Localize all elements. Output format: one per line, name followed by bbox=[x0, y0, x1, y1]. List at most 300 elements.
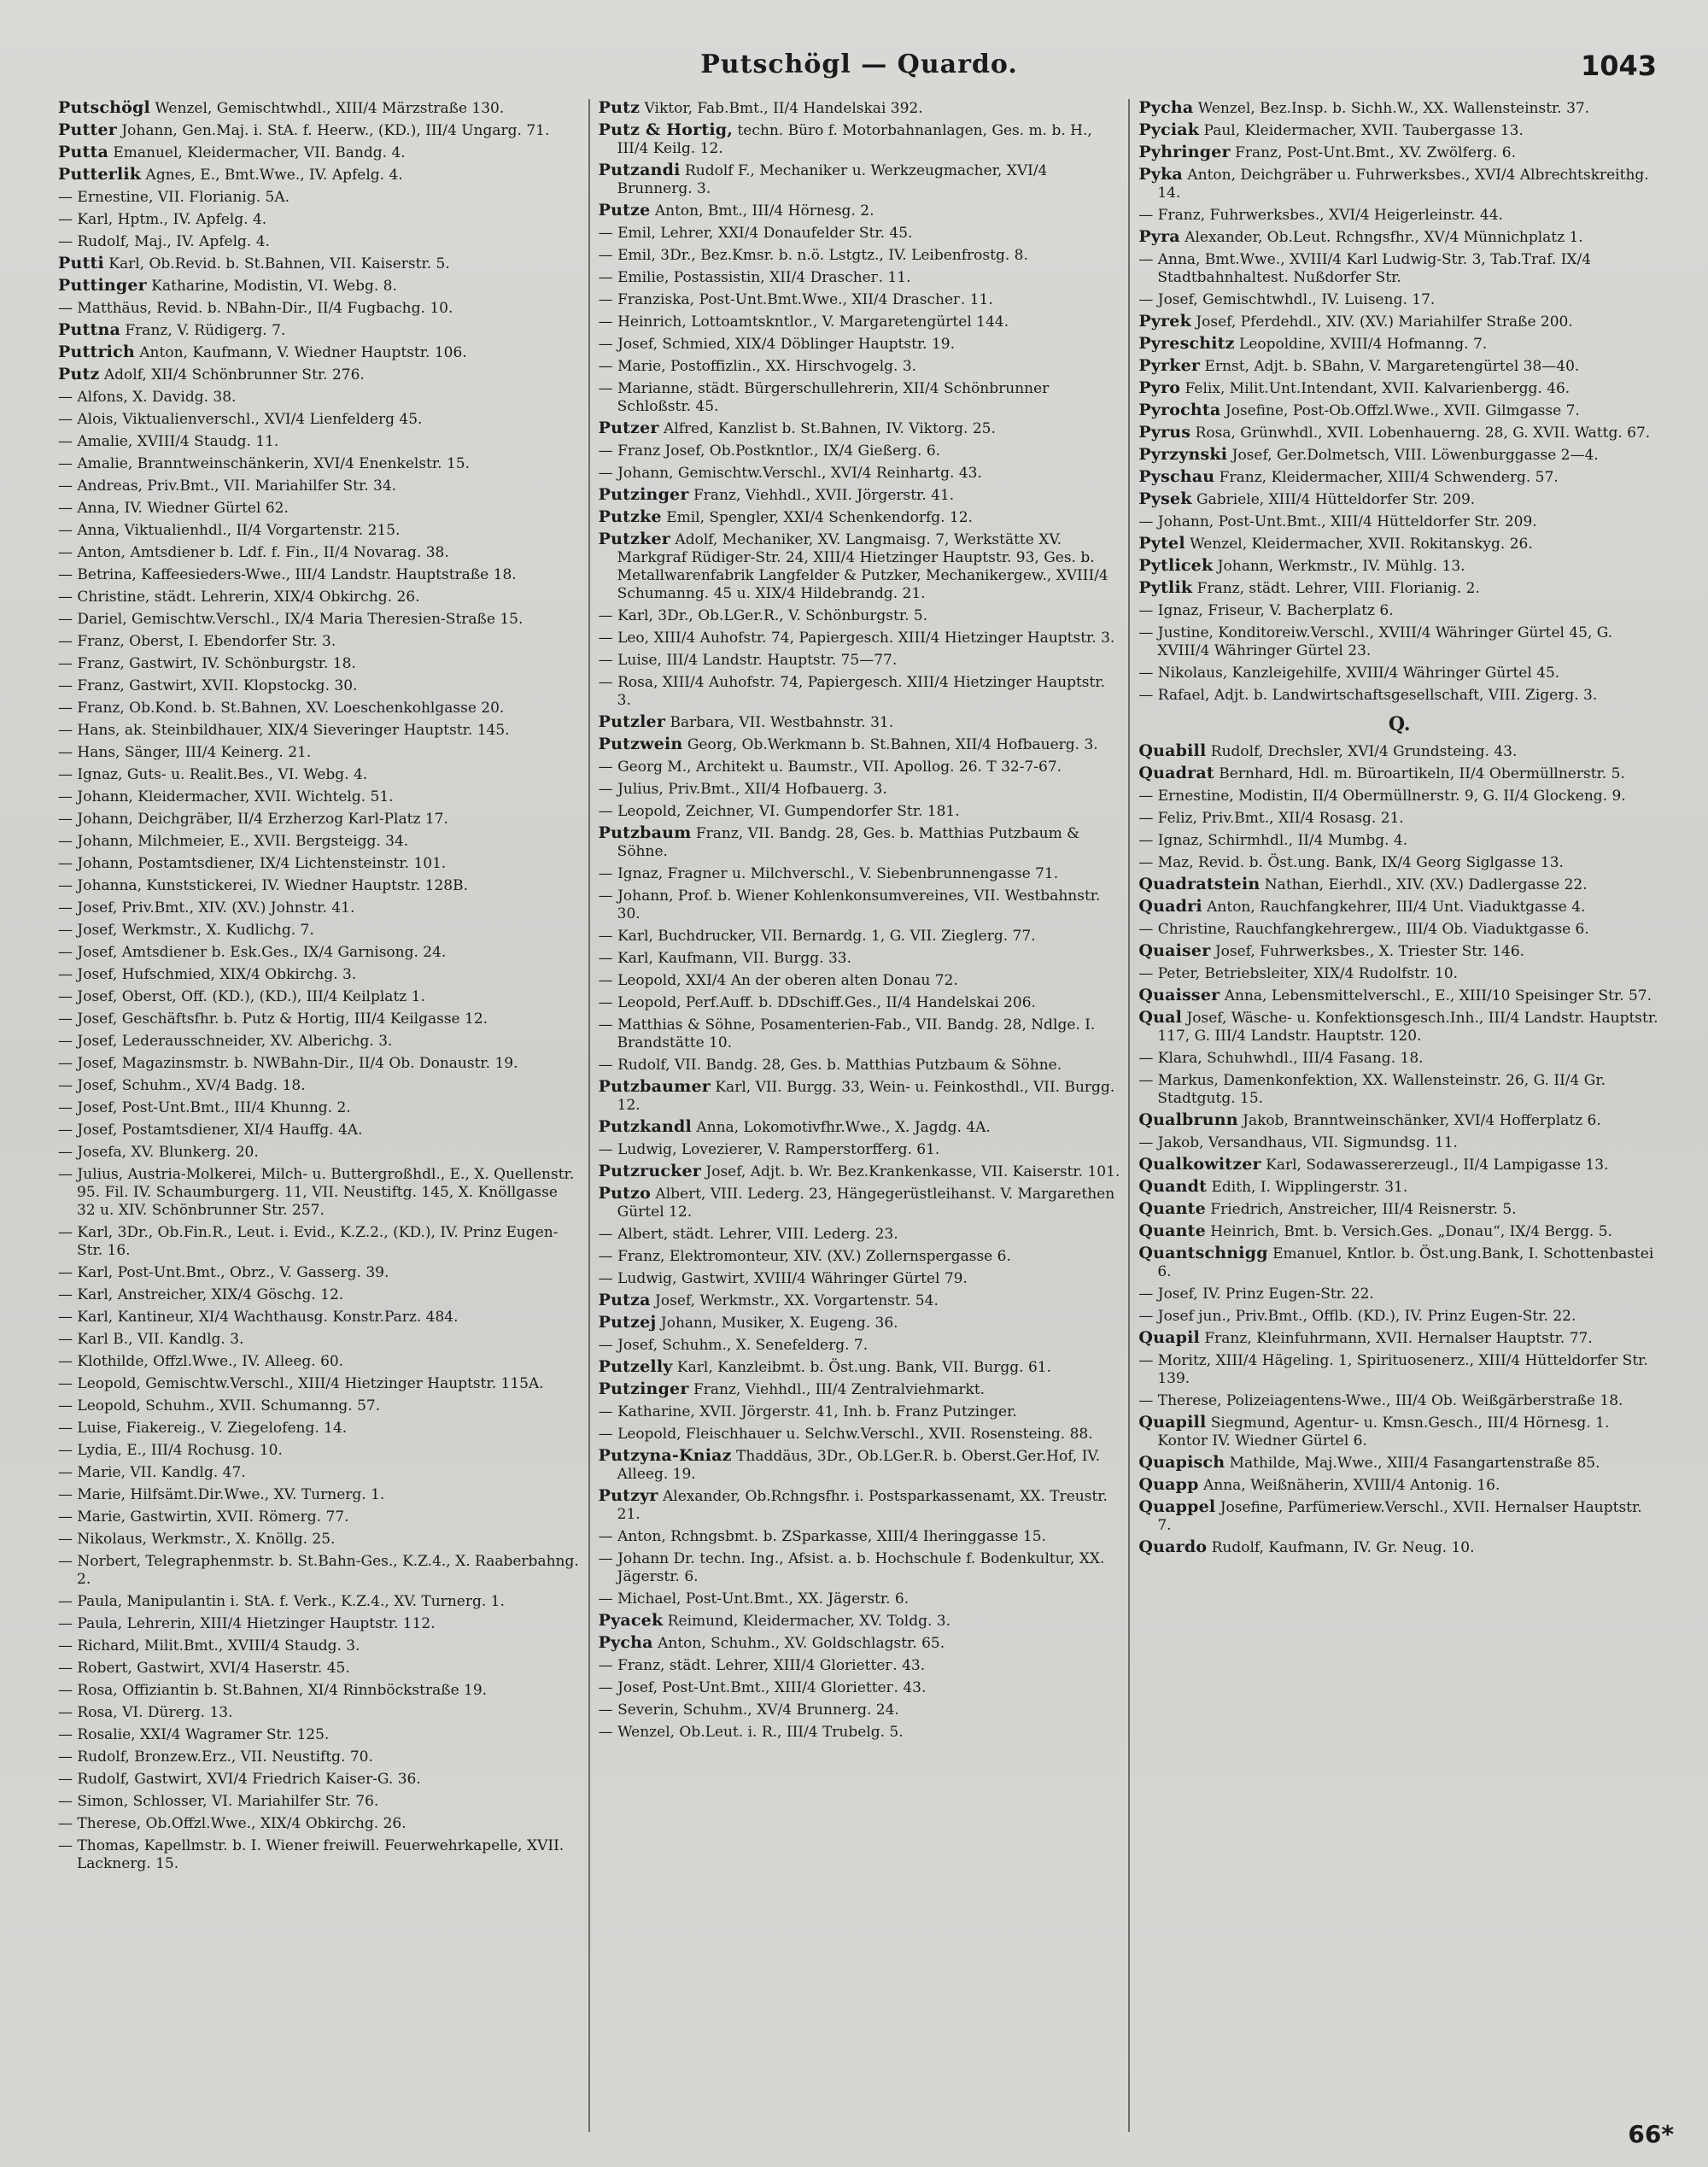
entry-details: Alfred, Kanzlist b. St.Bahnen, IV. Viktorg. 25. bbox=[658, 420, 996, 437]
entry-details: — Karl, Post-Unt.Bmt., Obrz., V. Gasserg. 39. bbox=[58, 1264, 389, 1281]
directory-entry bbox=[1138, 686, 1660, 705]
directory-entry bbox=[1138, 357, 1660, 376]
entry-details: Franz, Viehhdl., XVII. Jörgerstr. 41. bbox=[688, 487, 955, 504]
directory-entry bbox=[1138, 1156, 1660, 1174]
directory-entry bbox=[1138, 787, 1660, 805]
entry-details: — Peter, Betriebsleiter, XIX/4 Rudolfstr. 10. bbox=[1138, 965, 1459, 982]
entry-details: — Luise, III/4 Landstr. Hauptstr. 75—77. bbox=[598, 652, 898, 669]
directory-entry bbox=[58, 1681, 580, 1700]
entry-details: — Josef, Schuhm., XV/4 Badg. 18. bbox=[58, 1077, 306, 1094]
directory-entry bbox=[1138, 742, 1660, 761]
entry-surname: Pysek bbox=[1138, 489, 1192, 508]
entry-details: — Ludwig, Lovezierer, V. Ramperstorfferg. 61. bbox=[598, 1141, 940, 1158]
entry-details: — Josef, Oberst, Off. (KD.), (KD.), III/4 Keilplatz 1. bbox=[58, 988, 425, 1005]
directory-entry bbox=[599, 1336, 1120, 1355]
directory-entry bbox=[58, 1419, 580, 1438]
entry-details: — Christine, Rauchfangkehrergew., III/4 Ob. Viaduktgasse 6. bbox=[1138, 921, 1589, 938]
entry-details: Josef, Wäsche- u. Konfektionsgesch.Inh., III/4 Landstr. Hauptstr. 117, G. III/4 Landstr. Hauptstr. 120. bbox=[1157, 1010, 1658, 1045]
entry-details: Johann, Gen.Maj. i. StA. f. Heerw., (KD.), III/4 Ungarg. 71. bbox=[116, 122, 550, 139]
directory-entry bbox=[58, 343, 580, 362]
entry-surname: Putzej bbox=[598, 1313, 657, 1332]
directory-entry bbox=[1138, 512, 1660, 531]
entry-surname: Putzyr bbox=[598, 1486, 658, 1505]
directory-entry bbox=[599, 1656, 1120, 1675]
entry-details: — Ignaz, Friseur, V. Bacherplatz 6. bbox=[1138, 602, 1394, 619]
entry-details: — Johann, Postamtsdiener, IX/4 Lichtensteinstr. 101. bbox=[58, 855, 447, 872]
entry-details: — Paula, Lehrerin, XIII/4 Hietzinger Hauptstr. 112. bbox=[58, 1615, 436, 1632]
entry-surname: Pyro bbox=[1138, 378, 1181, 397]
entry-surname: Pyrochta bbox=[1138, 401, 1221, 419]
entry-details: — Leopold, Fleischhauer u. Selchw.Verschl., XVII. Rosensteing. 88. bbox=[598, 1426, 1093, 1443]
entry-details: Wenzel, Gemischtwhdl., XIII/4 Märzstraße 130. bbox=[149, 100, 505, 117]
entry-details: — Anton, Rchngsbmt. b. ZSparkasse, XIII/4 Iheringgasse 15. bbox=[598, 1528, 1046, 1545]
entry-details: Bernhard, Hdl. m. Büroartikeln, II/4 Obermüllnerstr. 5. bbox=[1214, 765, 1625, 782]
directory-entry bbox=[599, 1078, 1120, 1115]
directory-entry bbox=[58, 388, 580, 407]
directory-entry bbox=[1138, 446, 1660, 465]
entry-surname: Quadrat bbox=[1138, 764, 1214, 782]
directory-entry bbox=[58, 1592, 580, 1611]
entry-surname: Quardo bbox=[1138, 1537, 1208, 1556]
directory-entry bbox=[58, 965, 580, 984]
entry-surname: Putzer bbox=[598, 419, 659, 437]
entry-details: — Josef, Post-Unt.Bmt., XIII/4 Gloriettег. 43. bbox=[598, 1679, 927, 1696]
directory-entry bbox=[599, 780, 1120, 799]
directory-entry bbox=[1138, 1391, 1660, 1410]
entry-details: Nathan, Eierhdl., XIV. (XV.) Dadlergasse 22. bbox=[1260, 876, 1588, 893]
entry-surname: Pyrzynski bbox=[1138, 445, 1228, 464]
directory-entry bbox=[58, 255, 580, 273]
directory-entry bbox=[58, 143, 580, 162]
directory-entry bbox=[599, 530, 1120, 603]
entry-details: — Georg M., Architekt u. Baumstr., VII. Apollog. 26. T 32-7-67. bbox=[598, 758, 1062, 776]
directory-entry bbox=[58, 277, 580, 296]
directory-entry bbox=[58, 921, 580, 940]
directory-entry bbox=[58, 765, 580, 784]
directory-entry bbox=[58, 676, 580, 695]
entry-surname: Pytlik bbox=[1138, 578, 1193, 597]
directory-entry bbox=[599, 379, 1120, 416]
entry-details: — Franz, Elektromonteur, XIV. (XV.) Zollernspergasse 6. bbox=[598, 1248, 1011, 1265]
entry-details: Karl, Sodawassererzeugl., II/4 Lampigasse 13. bbox=[1261, 1157, 1609, 1174]
directory-entry bbox=[599, 673, 1120, 710]
entry-details: — Franz, Ob.Kond. b. St.Bahnen, XV. Loeschenkohlgasse 20. bbox=[58, 700, 505, 717]
entry-details: — Betrina, Kaffeesieders-Wwe., III/4 Landstr. Hauptstraße 18. bbox=[58, 566, 517, 583]
running-head: Putschögl — Quardo. bbox=[700, 50, 1018, 79]
directory-entry bbox=[58, 565, 580, 584]
directory-entry bbox=[1138, 557, 1660, 576]
entry-details: Viktor, Fab.Bmt., II/4 Handelskai 392. bbox=[640, 100, 923, 117]
entry-surname: Quapisch bbox=[1138, 1453, 1225, 1472]
entry-details: — Karl B., VII. Kandlg. 3. bbox=[58, 1331, 244, 1348]
directory-entry bbox=[599, 161, 1120, 198]
directory-entry bbox=[58, 1165, 580, 1220]
directory-entry bbox=[599, 1723, 1120, 1742]
entry-details: Anton, Kaufmann, V. Wiedner Hauptstr. 106. bbox=[134, 344, 467, 361]
directory-entry bbox=[599, 1634, 1120, 1653]
entry-details: — Paula, Manipulantin i. StA. f. Verk., K.Z.4., XV. Turnerg. 1. bbox=[58, 1593, 505, 1610]
directory-entry bbox=[1138, 624, 1660, 660]
entry-surname: Putzinger bbox=[598, 485, 689, 504]
entry-surname: Quante bbox=[1138, 1221, 1206, 1240]
directory-entry bbox=[58, 699, 580, 717]
directory-entry bbox=[599, 1678, 1120, 1697]
entry-details: — Emilie, Postassistin, XII/4 Draschег. 11. bbox=[598, 269, 911, 286]
directory-entry bbox=[599, 1487, 1120, 1524]
entry-details: — Simon, Schlosser, VI. Mariahilfer Str. 76. bbox=[58, 1793, 379, 1810]
entry-details: — Marie, Postoffizlin., XX. Hirschvogelg. 3. bbox=[598, 358, 917, 375]
entry-details: Karl, VII. Burgg. 33, Wein- u. Feinkosthdl., VII. Burgg. 12. bbox=[617, 1079, 1115, 1114]
entry-surname: Qual bbox=[1138, 1008, 1183, 1027]
directory-entry bbox=[599, 735, 1120, 754]
entry-details: — Josef, Magazinsmstr. b. NWBahn-Dir., II/4 Ob. Donaustr. 19. bbox=[58, 1055, 518, 1072]
entry-details: — Johann, Milchmeier, E., XVII. Bergsteigg. 34. bbox=[58, 833, 409, 850]
entry-details: — Amalie, XVIII/4 Staudg. 11. bbox=[58, 433, 279, 450]
entry-details: — Josef, Werkmstr., X. Kudlichg. 7. bbox=[58, 922, 314, 939]
entry-surname: Quappel bbox=[1138, 1497, 1216, 1516]
entry-details: — Rafael, Adjt. b. Landwirtschaftsgesellschaft, VIII. Zigerg. 3. bbox=[1138, 687, 1598, 704]
directory-entry bbox=[58, 1508, 580, 1526]
entry-details: Anna, Weißnäherin, XVIII/4 Antonig. 16. bbox=[1198, 1477, 1500, 1494]
directory-entry bbox=[58, 232, 580, 251]
directory-entry bbox=[58, 1330, 580, 1349]
directory-entry bbox=[599, 419, 1120, 438]
entry-details: techn. Büro f. Motorbahnanlagen, Ges. m. b. H., III/4 Keilg. 12. bbox=[617, 122, 1092, 157]
entry-details: — Franz, Fuhrwerksbes., XVI/4 Heigerleinstr. 44. bbox=[1138, 207, 1503, 224]
entry-details: — Josef, Priv.Bmt., XIV. (XV.) Johnstr. 41. bbox=[58, 899, 355, 917]
section-letter: Q. bbox=[1388, 713, 1411, 735]
entry-details: — Marie, Gastwirtin, XVII. Römerg. 77. bbox=[58, 1508, 349, 1526]
entry-details: — Emil, 3Dr., Bez.Kmsr. b. n.ö. Lstgtz., IV. Leibenfrostg. 8. bbox=[598, 247, 1028, 264]
entry-details: Johann, Werkmstr., IV. Mühlg. 13. bbox=[1213, 558, 1465, 575]
entry-details: — Ludwig, Gastwirt, XVIII/4 Währinger Gürtel 79. bbox=[598, 1270, 968, 1287]
directory-entry bbox=[599, 1612, 1120, 1631]
directory-entry bbox=[58, 721, 580, 740]
entry-details: Paul, Kleidermacher, XVII. Taubergasse 13. bbox=[1199, 122, 1524, 139]
directory-entry bbox=[599, 824, 1120, 861]
entry-surname: Pycha bbox=[1138, 99, 1194, 117]
directory-entry bbox=[58, 788, 580, 806]
entry-details: — Johann, Kleidermacher, XVII. Wichtelg. 51. bbox=[58, 788, 394, 805]
entry-surname: Pyciak bbox=[1138, 120, 1200, 139]
directory-entry bbox=[1138, 424, 1660, 442]
directory-entry bbox=[58, 654, 580, 673]
entry-details: — Anton, Amtsdiener b. Ldf. f. Fin., II/4 Novarag. 38. bbox=[58, 544, 449, 561]
entry-surname: Putz bbox=[58, 365, 100, 384]
entry-surname: Putzkandl bbox=[598, 1117, 692, 1136]
directory-entry bbox=[599, 1247, 1120, 1266]
entry-details: Georg, Ob.Werkmann b. St.Bahnen, XII/4 Hofbauerg. 3. bbox=[682, 736, 1098, 753]
directory-entry bbox=[1138, 1111, 1660, 1130]
entry-details: Reimund, Kleidermacher, XV. Toldg. 3. bbox=[663, 1613, 951, 1630]
entry-details: — Thomas, Kapellmstr. b. I. Wiener freiwill. Feuerwehrkapelle, XVII. Lacknerg. 15. bbox=[58, 1837, 564, 1872]
entry-details: — Josef, Hufschmied, XIX/4 Obkirchg. 3. bbox=[58, 966, 357, 983]
entry-details: — Julius, Priv.Bmt., XII/4 Hofbauerg. 3. bbox=[598, 781, 887, 798]
directory-entry bbox=[1138, 335, 1660, 354]
entry-surname: Putzelly bbox=[598, 1357, 673, 1376]
entry-details: Franz, Post-Unt.Bmt., XV. Zwölferg. 6. bbox=[1230, 144, 1516, 161]
entry-details: Jakob, Branntweinschänker, XVI/4 Hofferplatz 6. bbox=[1237, 1112, 1601, 1129]
directory-entry bbox=[1138, 290, 1660, 309]
directory-entry bbox=[58, 166, 580, 184]
entry-surname: Pyrus bbox=[1138, 423, 1191, 442]
entry-details: Barbara, VII. Westbahnstr. 31. bbox=[665, 714, 894, 731]
entry-details: Josef, Werkmstr., XX. Vorgartenstr. 54. bbox=[650, 1292, 939, 1309]
entry-details: — Dariel, Gemischtw.Verschl., IX/4 Maria Theresien-Straße 15. bbox=[58, 611, 524, 628]
directory-entry bbox=[58, 1836, 580, 1873]
directory-entry bbox=[58, 1223, 580, 1260]
entry-details: — Maz, Revid. b. Öst.ung. Bank, IX/4 Georg Siglgasse 13. bbox=[1138, 854, 1564, 871]
directory-entry bbox=[58, 943, 580, 962]
directory-entry bbox=[1138, 1200, 1660, 1219]
entry-surname: Putzyna-Kniaz bbox=[598, 1446, 732, 1465]
directory-entry bbox=[58, 188, 580, 207]
entry-details: Gabriele, XIII/4 Hütteldorfer Str. 209. bbox=[1191, 491, 1476, 508]
entry-details: — Robert, Gastwirt, XVI/4 Haserstr. 45. bbox=[58, 1660, 350, 1677]
directory-entry bbox=[1138, 1222, 1660, 1241]
directory-entry bbox=[58, 1703, 580, 1722]
entry-details: — Matthäus, Revid. b. NBahn-Dir., II/4 Fugbachg. 10. bbox=[58, 300, 453, 317]
entry-details: Adolf, XII/4 Schönbrunner Str. 276. bbox=[99, 366, 365, 384]
entry-details: Leopoldine, XVIII/4 Hofmanng. 7. bbox=[1234, 336, 1488, 353]
entry-surname: Putzo bbox=[598, 1184, 652, 1203]
entry-details: — Franziska, Post-Unt.Bmt.Wwe., XII/4 Draschег. 11. bbox=[598, 291, 993, 308]
entry-details: — Moritz, XIII/4 Hägeling. 1, Spirituosenerz., XIII/4 Hütteldorfer Str. 139. bbox=[1138, 1352, 1648, 1387]
entry-surname: Pyschau bbox=[1138, 467, 1215, 486]
directory-entry bbox=[58, 899, 580, 917]
entry-details: — Josef, Schuhm., X. Senefelderg. 7. bbox=[598, 1337, 869, 1354]
directory-entry bbox=[599, 949, 1120, 968]
entry-details: — Franz, Gastwirt, XVII. Klopstockg. 30. bbox=[58, 677, 358, 694]
directory-entry bbox=[1138, 664, 1660, 682]
directory-entry bbox=[1138, 1133, 1660, 1152]
entry-details: — Karl, 3Dr., Ob.Fin.R., Leut. i. Evid., K.Z.2., (KD.), IV. Prinz Eugen-Str. 16. bbox=[58, 1224, 559, 1259]
entry-details: — Rosalie, XXI/4 Wagramer Str. 125. bbox=[58, 1726, 330, 1743]
directory-entry bbox=[1138, 1414, 1660, 1450]
entry-details: Franz, Kleidermacher, XIII/4 Schwenderg. 57. bbox=[1214, 469, 1559, 486]
directory-entry bbox=[599, 1403, 1120, 1421]
entry-details: — Michael, Post-Unt.Bmt., XX. Jägerstr. 6. bbox=[598, 1590, 910, 1608]
directory-entry bbox=[1138, 1476, 1660, 1495]
entry-details: — Johann, Gemischtw.Verschl., XVI/4 Reinhartg. 43. bbox=[598, 465, 982, 482]
entry-details: — Josef, Gemischtwhdl., IV. Luiseng. 17. bbox=[1138, 291, 1436, 308]
entry-surname: Quantschnigg bbox=[1138, 1244, 1268, 1262]
entry-surname: Quadratstein bbox=[1138, 875, 1261, 893]
directory-entry bbox=[599, 864, 1120, 883]
columns bbox=[50, 99, 1669, 2132]
directory-entry bbox=[599, 1380, 1120, 1399]
directory-entry bbox=[58, 1098, 580, 1117]
directory-entry bbox=[599, 202, 1120, 220]
entry-details: — Karl, Kaufmann, VII. Burgg. 33. bbox=[598, 950, 852, 967]
entry-details: — Wenzel, Ob.Leut. i. R., III/4 Trubelg. 5. bbox=[598, 1724, 904, 1741]
entry-details: — Josef, Lederausschneider, XV. Alberichg. 3. bbox=[58, 1033, 393, 1050]
entry-surname: Putza bbox=[598, 1291, 651, 1309]
entry-details: Franz, Viehhdl., III/4 Zentralviehmarkt. bbox=[688, 1381, 986, 1398]
entry-details: Josefine, Post-Ob.Offzl.Wwe., XVII. Gilmgasse 7. bbox=[1220, 402, 1580, 419]
entry-details: — Leopold, Schuhm., XVII. Schumanng. 57. bbox=[58, 1397, 381, 1414]
directory-entry bbox=[599, 1590, 1120, 1608]
entry-surname: Putterlik bbox=[58, 165, 142, 184]
entry-details: — Anna, Viktualienhdl., II/4 Vorgartenstr. 215. bbox=[58, 522, 401, 539]
entry-details: — Anna, Bmt.Wwe., XVIII/4 Karl Ludwig-Str. 3, Tab.Traf. IX/4 Stadtbahnhaltest. Nußdorfer Str. bbox=[1138, 251, 1592, 286]
directory-entry bbox=[58, 832, 580, 851]
directory-entry bbox=[599, 1016, 1120, 1052]
entry-details: Josef, Ger.Dolmetsch, VIII. Löwenburggasse 2—4. bbox=[1227, 447, 1599, 464]
column-1 bbox=[50, 99, 588, 2132]
directory-entry bbox=[58, 588, 580, 606]
directory-entry bbox=[1138, 143, 1660, 162]
directory-entry bbox=[58, 410, 580, 429]
entry-details: Siegmund, Agentur- u. Kmsn.Gesch., III/4 Hörnesg. 1. Kontor IV. Wiedner Gürtel 6. bbox=[1157, 1414, 1610, 1450]
entry-details: — Ignaz, Schirmhdl., II/4 Mumbg. 4. bbox=[1138, 832, 1408, 849]
entry-details: — Andreas, Priv.Bmt., VII. Mariahilfer Str. 34. bbox=[58, 477, 397, 495]
entry-surname: Putzandi bbox=[598, 161, 681, 179]
directory-entry bbox=[599, 651, 1120, 670]
directory-entry bbox=[1138, 1329, 1660, 1348]
directory-entry bbox=[58, 632, 580, 651]
directory-entry bbox=[58, 1054, 580, 1073]
entry-details: — Johanna, Kunststickerei, IV. Wiedner Hauptstr. 128B. bbox=[58, 877, 468, 894]
directory-entry bbox=[599, 1163, 1120, 1181]
entry-details: — Katharine, XVII. Jörgerstr. 41, Inh. b. Franz Putzinger. bbox=[598, 1403, 1017, 1420]
directory-entry bbox=[1138, 853, 1660, 872]
directory-entry bbox=[1138, 920, 1660, 939]
directory-entry bbox=[58, 1770, 580, 1789]
entry-surname: Qualkowitzer bbox=[1138, 1155, 1261, 1174]
directory-entry bbox=[599, 1056, 1120, 1075]
entry-details: — Rudolf, Gastwirt, XVI/4 Friedrich Kaiser-G. 36. bbox=[58, 1771, 421, 1788]
entry-surname: Putzler bbox=[598, 712, 666, 731]
directory-entry bbox=[1138, 166, 1660, 202]
directory-entry bbox=[599, 268, 1120, 287]
directory-entry bbox=[1138, 987, 1660, 1005]
directory-entry bbox=[1138, 490, 1660, 509]
directory-entry bbox=[1138, 1498, 1660, 1535]
entry-details: Mathilde, Maj.Wwe., XIII/4 Fasangartenstraße 85. bbox=[1225, 1455, 1600, 1472]
entry-surname: Putzke bbox=[598, 507, 662, 526]
entry-details: — Johann, Deichgräber, II/4 Erzherzog Karl-Platz 17. bbox=[58, 811, 448, 828]
directory-entry bbox=[599, 1118, 1120, 1137]
entry-details: Anna, Lebensmittelverschl., E., XIII/10 Speisinger Str. 57. bbox=[1220, 987, 1652, 1004]
directory-entry bbox=[599, 357, 1120, 376]
directory-entry bbox=[58, 121, 580, 140]
directory-entry bbox=[58, 1463, 580, 1482]
entry-details: Anna, Lokomotivfhr.Wwe., X. Jagdg. 4A. bbox=[691, 1119, 991, 1136]
entry-details: — Hans, ak. Steinbildhauer, XIX/4 Sieveringer Hauptstr. 145. bbox=[58, 722, 510, 739]
directory-entry bbox=[1138, 1071, 1660, 1108]
directory-entry bbox=[58, 432, 580, 451]
directory-entry bbox=[599, 1140, 1120, 1159]
directory-entry bbox=[58, 1374, 580, 1393]
directory-entry bbox=[58, 1485, 580, 1504]
entry-surname: Quaisser bbox=[1138, 986, 1220, 1004]
directory-entry bbox=[58, 366, 580, 384]
directory-entry bbox=[599, 629, 1120, 647]
entry-details: — Leopold, Zeichner, VI. Gumpendorfer Str. 181. bbox=[598, 803, 960, 820]
entry-surname: Pyra bbox=[1138, 227, 1180, 246]
directory-entry bbox=[1138, 764, 1660, 783]
entry-details: — Ignaz, Fragner u. Milchverschl., V. Siebenbrunnengasse 71. bbox=[598, 865, 1059, 882]
directory-entry bbox=[599, 802, 1120, 821]
entry-details: — Franz, städt. Lehrer, XIII/4 Gloriettег. 43. bbox=[598, 1657, 926, 1674]
directory-entry bbox=[599, 246, 1120, 265]
directory-entry bbox=[1138, 831, 1660, 850]
directory-entry bbox=[58, 1308, 580, 1327]
directory-entry bbox=[1138, 1307, 1660, 1326]
directory-entry bbox=[599, 971, 1120, 990]
directory-entry bbox=[599, 1527, 1120, 1546]
entry-surname: Puttinger bbox=[58, 276, 147, 295]
entry-details: Karl, Kanzleibmt. b. Öst.ung. Bank, VII. Burgg. 61. bbox=[672, 1359, 1051, 1376]
directory-entry bbox=[599, 1225, 1120, 1244]
entry-surname: Qualbrunn bbox=[1138, 1110, 1238, 1129]
entry-details: — Therese, Ob.Offzl.Wwe., XIX/4 Obkirchg. 26. bbox=[58, 1815, 407, 1832]
entry-details: — Josef, Post-Unt.Bmt., III/4 Khunng. 2. bbox=[58, 1099, 351, 1116]
directory-entry bbox=[58, 1076, 580, 1095]
directory-entry bbox=[1138, 379, 1660, 398]
directory-entry bbox=[58, 1263, 580, 1282]
entry-details: — Severin, Schuhm., XV/4 Brunnerg. 24. bbox=[598, 1701, 899, 1719]
directory-entry bbox=[1138, 942, 1660, 961]
directory-entry bbox=[58, 876, 580, 895]
directory-entry bbox=[58, 1725, 580, 1744]
directory-entry bbox=[599, 758, 1120, 776]
entry-details: — Feliz, Priv.Bmt., XII/4 Rosasg. 21. bbox=[1138, 810, 1404, 827]
entry-surname: Putzker bbox=[598, 530, 671, 548]
entry-details: — Luise, Fiakereig., V. Ziegelofeng. 14. bbox=[58, 1420, 348, 1437]
entry-details: — Ernestine, Modistin, II/4 Obermüllnerstr. 9, G. II/4 Glockeng. 9. bbox=[1138, 788, 1626, 805]
entry-details: — Hans, Sänger, III/4 Keinerg. 21. bbox=[58, 744, 312, 761]
entry-surname: Pyka bbox=[1138, 165, 1183, 184]
entry-details: — Klara, Schuhwhdl., III/4 Fasang. 18. bbox=[1138, 1050, 1424, 1067]
entry-surname: Quandt bbox=[1138, 1177, 1208, 1196]
entry-details: — Josefa, XV. Blunkerg. 20. bbox=[58, 1144, 259, 1161]
directory-entry bbox=[58, 1143, 580, 1162]
directory-entry bbox=[1138, 206, 1660, 225]
entry-surname: Quante bbox=[1138, 1199, 1206, 1218]
page-number: 1043 bbox=[1580, 50, 1657, 82]
entry-surname: Quapp bbox=[1138, 1475, 1199, 1494]
entry-details: — Jakob, Versandhaus, VII. Sigmundsg. 11. bbox=[1138, 1134, 1458, 1151]
entry-surname: Puttna bbox=[58, 320, 120, 339]
entry-details: — Marie, Hilfsämt.Dir.Wwe., XV. Turnerg. 1. bbox=[58, 1486, 385, 1503]
directory-entry bbox=[1138, 898, 1660, 917]
entry-details: — Nikolaus, Kanzleigehilfe, XVIII/4 Währinger Gürtel 45. bbox=[1138, 665, 1560, 682]
entry-details: — Franz, Gastwirt, IV. Schönburgstr. 18. bbox=[58, 655, 356, 672]
directory-entry bbox=[1138, 1538, 1660, 1557]
entry-details: Franz, städt. Lehrer, VIII. Florianig. 2. bbox=[1192, 580, 1480, 597]
directory-entry bbox=[58, 1286, 580, 1304]
entry-details: — Amalie, Branntweinschänkerin, XVI/4 Enenkelstr. 15. bbox=[58, 455, 470, 472]
signature-mark: 66* bbox=[1628, 2120, 1674, 2148]
directory-entry bbox=[1138, 601, 1660, 620]
directory-entry bbox=[599, 713, 1120, 732]
entry-details: Josef, Adjt. b. Wr. Bez.Krankenkasse, VII. Kaiserstr. 101. bbox=[701, 1163, 1120, 1180]
entry-details: — Matthias & Söhne, Posamenterien-Fab., VII. Bandg. 28, Ndlge. I. Brandstätte 10. bbox=[598, 1016, 1096, 1051]
entry-details: Josef, Fuhrwerksbes., X. Triester Str. 146. bbox=[1210, 943, 1525, 960]
directory-entry bbox=[58, 210, 580, 229]
entry-details: — Ignaz, Guts- u. Realit.Bes., VI. Webg. 4. bbox=[58, 766, 368, 783]
entry-details: — Nikolaus, Werkmstr., X. Knöllg. 25. bbox=[58, 1531, 336, 1548]
directory-entry bbox=[58, 1352, 580, 1371]
directory-entry bbox=[58, 477, 580, 495]
directory-entry bbox=[599, 1269, 1120, 1288]
entry-details: — Karl, Hptm., IV. Apfelg. 4. bbox=[58, 211, 267, 228]
entry-details: — Karl, 3Dr., Ob.LGer.R., V. Schönburgstr. 5. bbox=[598, 607, 928, 624]
directory-entry bbox=[58, 1010, 580, 1028]
directory-entry bbox=[58, 1792, 580, 1811]
